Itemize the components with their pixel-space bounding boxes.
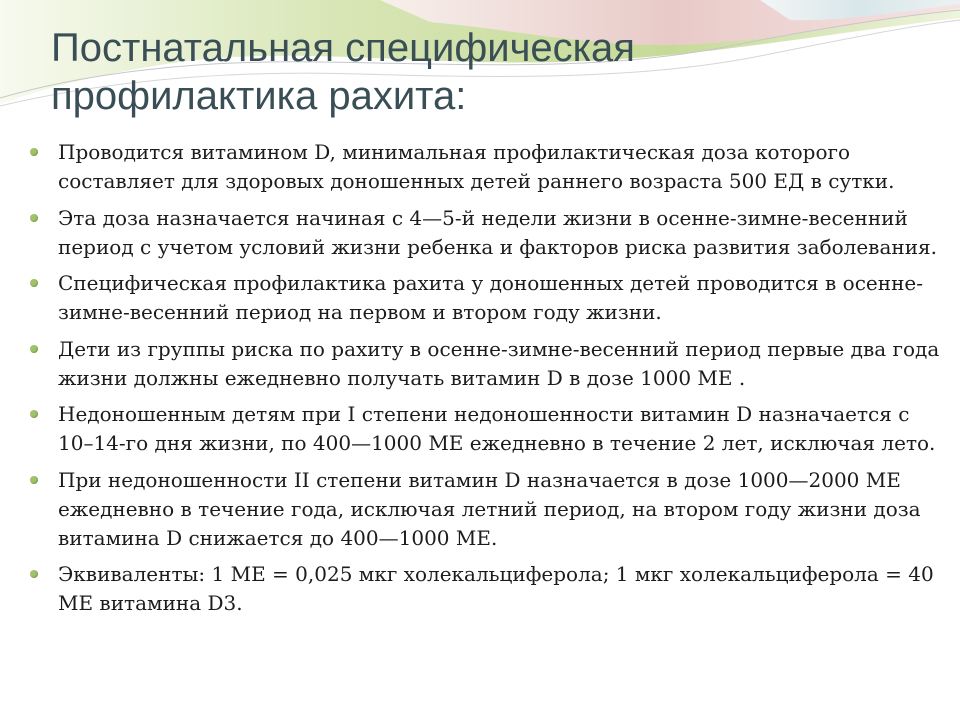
bullet-text: При недоношенности II степени витамин D назначается в дозе 1000—2000 МЕ ежедневно в течение года, исключая летний период, на втором году жизни доза витамина D снижается до 400—1000 МЕ. bbox=[58, 467, 921, 550]
bullet-dot-icon bbox=[30, 214, 38, 222]
bullet-text: Дети из группы риска по рахиту в осенне-зимне-весенний период первые два года жизни должны ежедневно получать витамин D в дозе 1000 МЕ . bbox=[58, 336, 940, 390]
bullet-item bbox=[30, 400, 940, 458]
bullet-text: Эта доза назначается начиная с 4—5-й недели жизни в осенне-зимне-весенний период с учетом условий жизни ребенка и факторов риска развития заболевания. bbox=[58, 205, 938, 259]
bullet-item bbox=[30, 269, 940, 327]
bullet-dot-icon bbox=[30, 410, 38, 418]
bullet-item bbox=[30, 335, 940, 393]
bullet-list bbox=[30, 138, 940, 626]
bullet-item bbox=[30, 560, 940, 618]
bullet-text: Проводится витамином D, минимальная профилактическая доза которого составляет для здоровых доношенных детей раннего возраста 500 ЕД в сутки. bbox=[58, 140, 895, 193]
bullet-item bbox=[30, 204, 940, 262]
bullet-dot-icon bbox=[30, 345, 38, 353]
bullet-text: Недоношенным детям при I степени недоношенности витамин D назначается с 10–14-го дня жизни, по 400—1000 МЕ ежедневно в течение 2 лет, исключая лето. bbox=[58, 402, 936, 455]
bullet-text: Специфическая профилактика рахита у доношенных детей проводится в осенне- зимне-весенний период на первом и втором году жизни. bbox=[58, 271, 923, 324]
bullet-text: Эквиваленты: 1 МЕ = 0,025 мкг холекальциферола; 1 мкг холекальциферола = 40 МЕ витамина D3. bbox=[58, 562, 934, 615]
bullet-item bbox=[30, 138, 940, 196]
bullet-dot-icon bbox=[30, 476, 38, 484]
bullet-item bbox=[30, 466, 940, 553]
slide-title: Постнатальная специфическая профилактика рахита: bbox=[51, 26, 635, 118]
bullet-dot-icon bbox=[30, 570, 38, 578]
bullet-dot-icon bbox=[30, 148, 38, 156]
bullet-dot-icon bbox=[30, 279, 38, 287]
